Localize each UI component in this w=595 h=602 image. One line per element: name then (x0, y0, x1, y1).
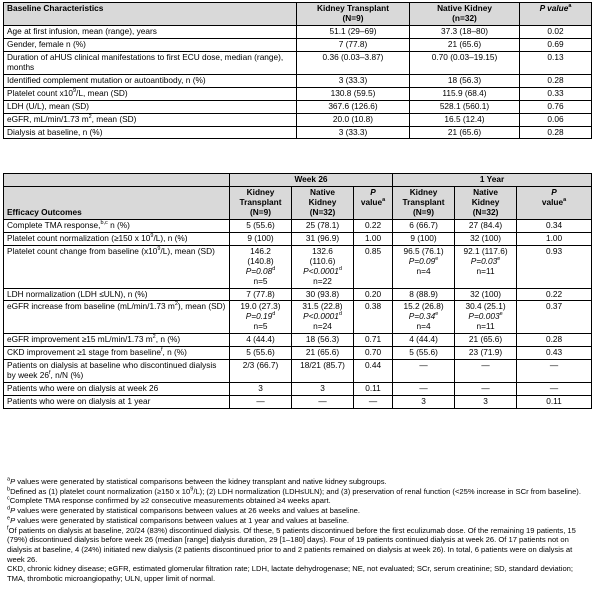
native-kidney-value: 0.70 (0.03–19.15) (410, 51, 520, 74)
footnote-marker: f (7, 525, 9, 532)
row-label-text: CKD improvement ≥1 stage from baseline (7, 347, 161, 358)
header-line: Kidney (308, 196, 337, 207)
native-kidney-value: 115.9 (68.4) (410, 87, 520, 100)
table-row (4, 232, 592, 245)
header-line (357, 198, 389, 208)
week26-p-value: 0.38 (354, 301, 393, 334)
cell-line: 132.6 (312, 245, 333, 256)
row-label-text: , n/N (%) (50, 370, 84, 381)
table-row (4, 74, 592, 87)
row-label (4, 113, 297, 126)
footnote-marker: b (7, 486, 11, 493)
table-row (4, 25, 592, 38)
week26-kidney-transplant-value: 9 (100) (230, 232, 292, 245)
group-header-1-year: 1 Year (393, 174, 592, 187)
year1-kidney-transplant-value: — (393, 383, 455, 396)
superscript: 9 (190, 486, 194, 493)
week26-p-value: — (354, 396, 393, 409)
table-row (4, 396, 592, 409)
cell-line: 31.5 (22.8) (302, 301, 343, 312)
p-comparison: P=0.08 (245, 265, 273, 276)
footnotes (7, 477, 589, 584)
year1-p-value: — (517, 383, 592, 396)
row-label (4, 25, 297, 38)
superscript: e (499, 311, 503, 318)
header-line-text: value (360, 196, 383, 207)
superscript: a (563, 197, 567, 204)
table-row (4, 38, 592, 51)
kidney-transplant-value: 3 (33.3) (297, 74, 410, 87)
row-label (4, 87, 297, 100)
year1-p-value: — (517, 360, 592, 383)
header-row (4, 3, 592, 26)
header-line: Native Kidney (437, 3, 492, 13)
p-value: 0.28 (520, 126, 592, 139)
row-label-text: Patients who were on dialysis at 1 year (7, 396, 151, 407)
cell-line: 146.2 (250, 245, 271, 256)
cell-line: 92.1 (117.6) (463, 245, 508, 256)
year1-kidney-transplant-value: 6 (66.7) (393, 219, 455, 232)
row-label-text: Platelet count change from baseline (x10 (7, 245, 158, 256)
p-value: 0.06 (520, 113, 592, 126)
footnote-d (7, 506, 589, 516)
year1-p-value: 0.28 (517, 334, 592, 347)
week26-kidney-transplant-value: 7 (77.8) (230, 288, 292, 301)
superscript: d (272, 265, 276, 272)
row-label-text: n (%) (107, 219, 130, 230)
p-comparison: P=0.003 (468, 311, 500, 322)
year1-native-kidney-value: 3 (455, 396, 517, 409)
cell-line: n=5 (253, 275, 268, 286)
year1-p-value: 0.22 (517, 288, 592, 301)
row-label (4, 100, 297, 113)
superscript: 2 (174, 301, 178, 308)
week26-kidney-transplant-value (230, 245, 292, 288)
row-label-text: eGFR, mL/min/1.73 m (7, 113, 89, 124)
superscript: a (568, 3, 572, 10)
superscript: f (48, 370, 51, 377)
row-label-text: Patients on dialysis at baseline who discontinued dialysis by week 26 (7, 360, 217, 381)
row-label-text: Platelet count normalization (≥150 x 10 (7, 232, 151, 243)
row-label (4, 301, 230, 334)
row-label-text: LDH (U/L), mean (SD) (7, 100, 90, 111)
footnote-f (7, 526, 589, 565)
row-label-text: , n (%) (162, 347, 187, 358)
row-label-text: Dialysis at baseline, n (%) (7, 126, 103, 137)
week26-kidney-transplant-value: — (230, 396, 292, 409)
year1-native-kidney-value (455, 301, 517, 334)
header-line: Transplant (402, 196, 445, 207)
row-label (4, 74, 297, 87)
p-symbol: P (10, 515, 16, 525)
blank-header-cell (4, 174, 230, 187)
header-line: (n=32) (452, 12, 477, 23)
row-label-text: /L, mean (SD) (76, 87, 128, 98)
week26-kidney-transplant-value: 5 (55.6) (230, 219, 292, 232)
p-comparison: P=0.19 (245, 311, 273, 322)
year1-p-value: 0.43 (517, 347, 592, 360)
superscript: d (338, 265, 342, 272)
table-row (4, 383, 592, 396)
header-line: (N=32) (309, 206, 336, 217)
header-line: Transplant (239, 196, 282, 207)
kidney-transplant-value: 367.6 (126.6) (297, 100, 410, 113)
row-label (4, 232, 230, 245)
table-row (4, 334, 592, 347)
column-header-kidney-transplant (230, 186, 292, 219)
group-header-row (4, 174, 592, 187)
table-row (4, 288, 592, 301)
year1-kidney-transplant-value: 5 (55.6) (393, 347, 455, 360)
superscript: e (435, 255, 439, 262)
row-label-text: Complete TMA response, (7, 219, 101, 230)
footnote-b (7, 487, 589, 497)
year1-kidney-transplant-value: 3 (393, 396, 455, 409)
kidney-transplant-value: 20.0 (10.8) (297, 113, 410, 126)
column-header-efficacy-outcomes (4, 186, 230, 219)
week26-native-kidney-value: 30 (93.8) (292, 288, 354, 301)
superscript: 9 (72, 87, 77, 94)
year1-native-kidney-value: — (455, 360, 517, 383)
week26-native-kidney-value: 3 (292, 383, 354, 396)
year1-native-kidney-value: 32 (100) (455, 288, 517, 301)
week26-native-kidney-value (292, 245, 354, 288)
header-line (520, 198, 588, 208)
week26-p-value: 0.44 (354, 360, 393, 383)
week26-native-kidney-value: 21 (65.6) (292, 347, 354, 360)
header-line: (N=9) (342, 12, 364, 23)
native-kidney-value: 528.1 (560.1) (410, 100, 520, 113)
row-label (4, 360, 230, 383)
row-label (4, 396, 230, 409)
superscript: 9 (150, 233, 154, 239)
header-line: (N=9) (250, 206, 271, 217)
column-header-p-value (517, 186, 592, 219)
row-label-text: Duration of aHUS clinical manifestations to first ECU dose, median (range), months (7, 51, 284, 72)
footnote-marker: e (7, 515, 11, 522)
footnote-c (7, 496, 589, 506)
week26-native-kidney-value: — (292, 396, 354, 409)
cell-line: n=24 (313, 321, 332, 332)
cell-line: 15.2 (26.8) (403, 301, 444, 312)
superscript: d (338, 311, 342, 318)
row-label (4, 51, 297, 74)
row-label-text: Gender, female n (%) (7, 38, 86, 49)
year1-native-kidney-value: 27 (84.4) (455, 219, 517, 232)
row-label (4, 38, 297, 51)
column-header-native-kidney (292, 186, 354, 219)
kidney-transplant-value: 0.36 (0.03–3.87) (297, 51, 410, 74)
cell-line: n=4 (416, 321, 431, 332)
week26-p-value: 0.85 (354, 245, 393, 288)
year1-kidney-transplant-value: — (393, 360, 455, 383)
column-header-p-value (354, 186, 393, 219)
native-kidney-value: 16.5 (12.4) (410, 113, 520, 126)
row-label-text: ), mean (SD) (177, 301, 226, 312)
header-line: Native (473, 186, 498, 197)
p-comparison: P=0.09 (408, 255, 436, 266)
cell-line: (110.6) (309, 255, 336, 266)
week26-p-value: 0.11 (354, 383, 393, 396)
native-kidney-value: 18 (56.3) (410, 74, 520, 87)
superscript: 2 (152, 334, 156, 341)
kidney-transplant-value: 130.8 (59.5) (297, 87, 410, 100)
week26-kidney-transplant-value: 2/3 (66.7) (230, 360, 292, 383)
cell-line: 30.4 (25.1) (465, 301, 506, 312)
footnote-text: Defined as (1) platelet count normalization (≥150 x 10 (10, 486, 191, 496)
footnote-text: values were generated by statistical comparisons between values at 1 year and values at baseline. (15, 515, 350, 525)
kidney-transplant-value: 3 (33.3) (297, 126, 410, 139)
column-header-kidney-transplant (393, 186, 455, 219)
kidney-transplant-value: 51.1 (29–69) (297, 25, 410, 38)
year1-native-kidney-value: 23 (71.9) (455, 347, 517, 360)
table-row (4, 87, 592, 100)
row-label-text: eGFR improvement ≥15 mL/min/1.73 m (7, 334, 153, 345)
row-label (4, 288, 230, 301)
row-label (4, 334, 230, 347)
row-label-text: Patients who were on dialysis at week 26 (7, 383, 159, 394)
row-label-text: eGFR increase from baseline (mL/min/1.73 m (7, 301, 175, 312)
table-row (4, 219, 592, 232)
year1-kidney-transplant-value: 9 (100) (393, 232, 455, 245)
row-label-text: /L), mean (SD) (160, 245, 215, 256)
week26-p-value: 0.20 (354, 288, 393, 301)
week26-kidney-transplant-value: 4 (44.4) (230, 334, 292, 347)
row-label-text: /L), n (%) (153, 232, 188, 243)
row-label-text: LDH normalization (LDH ≤ULN), n (%) (7, 288, 148, 299)
table-row (4, 360, 592, 383)
cell-line: n=4 (416, 265, 431, 276)
efficacy-table-body (4, 174, 592, 409)
week26-native-kidney-value (292, 301, 354, 334)
p-comparison: P=0.03 (470, 255, 498, 266)
header-line: Kidney Transplant (317, 3, 389, 13)
efficacy-outcomes-table (3, 173, 592, 409)
footnote-text: Complete TMA response confirmed by ≥2 consecutive measurements obtained ≥4 weeks apart. (9, 496, 331, 506)
week26-native-kidney-value: 18 (56.3) (292, 334, 354, 347)
baseline-table-body (4, 3, 592, 139)
row-label (4, 347, 230, 360)
row-label (4, 219, 230, 232)
cell-line: n=11 (476, 321, 495, 332)
year1-p-value: 0.34 (517, 219, 592, 232)
row-label (4, 126, 297, 139)
header-line-text: value (541, 196, 564, 207)
p-value: 0.69 (520, 38, 592, 51)
p-value: 0.28 (520, 74, 592, 87)
year1-kidney-transplant-value (393, 245, 455, 288)
header-line: P (551, 186, 557, 197)
header-line: Kidney (409, 186, 438, 197)
week26-p-value: 1.00 (354, 232, 393, 245)
table-row (4, 301, 592, 334)
year1-kidney-transplant-value (393, 301, 455, 334)
cell-line: n=11 (476, 265, 495, 276)
footnote-a (7, 477, 589, 487)
row-label-text: , n (%) (155, 334, 181, 345)
column-header-characteristic: Baseline Characteristics (4, 3, 297, 26)
header-line: Efficacy Outcomes (7, 206, 82, 217)
header-line: P value (539, 3, 569, 13)
header-line: (N=9) (413, 206, 435, 217)
footnote-marker: a (7, 476, 11, 483)
footnote-marker: d (7, 505, 11, 512)
header-line: Kidney (471, 196, 500, 207)
footnote-text: /L); (2) LDH normalization (LDH≤ULN); and (3) preservation of renal function (<25% increase in SCr from baseline). (193, 486, 581, 496)
column-header-native-kidney (410, 3, 520, 26)
p-comparison: P<0.0001 (303, 311, 339, 322)
p-value: 0.33 (520, 87, 592, 100)
year1-native-kidney-value (455, 245, 517, 288)
year1-native-kidney-value: 32 (100) (455, 232, 517, 245)
header-line: P (370, 186, 376, 197)
year1-p-value: 1.00 (517, 232, 592, 245)
header-line: Native (310, 186, 335, 197)
superscript: d (272, 311, 276, 318)
cell-line: n=5 (253, 321, 268, 332)
superscript: b,c (100, 220, 108, 227)
header-line: (N=32) (472, 206, 499, 217)
year1-kidney-transplant-value: 8 (88.9) (393, 288, 455, 301)
week26-native-kidney-value: 31 (96.9) (292, 232, 354, 245)
column-header-kidney-transplant (297, 3, 410, 26)
superscript: f (160, 347, 163, 354)
group-header-week-26: Week 26 (230, 174, 393, 187)
table-row (4, 347, 592, 360)
superscript: 2 (88, 113, 92, 120)
cell-line: (140.8) (247, 255, 274, 266)
superscript: 9 (157, 245, 161, 252)
native-kidney-value: 21 (65.6) (410, 126, 520, 139)
footnote-text: values were generated by statistical comparisons between values at 26 weeks and values at baseline. (15, 506, 361, 516)
table-row (4, 51, 592, 74)
row-label-text: , mean (SD) (91, 113, 137, 124)
year1-kidney-transplant-value: 4 (44.4) (393, 334, 455, 347)
row-label (4, 383, 230, 396)
week26-kidney-transplant-value: 5 (55.6) (230, 347, 292, 360)
footnote-marker: c (7, 495, 10, 502)
p-comparison: P=0.34 (408, 311, 436, 322)
table-row (4, 113, 592, 126)
week26-kidney-transplant-value (230, 301, 292, 334)
cell-line: n=22 (313, 275, 332, 286)
week26-kidney-transplant-value: 3 (230, 383, 292, 396)
p-symbol: P (10, 477, 16, 486)
week26-p-value: 0.22 (354, 219, 393, 232)
native-kidney-value: 37.3 (18–80) (410, 25, 520, 38)
p-value: 0.13 (520, 51, 592, 74)
kidney-transplant-value: 7 (77.8) (297, 38, 410, 51)
superscript: a (382, 197, 386, 204)
year1-p-value: 0.37 (517, 301, 592, 334)
row-label-text: Platelet count x10 (7, 87, 73, 98)
header-line: Kidney (246, 186, 275, 197)
p-symbol: P (10, 506, 16, 516)
superscript: e (497, 255, 501, 262)
cell-line: 96.5 (76.1) (403, 245, 444, 256)
year1-p-value: 0.93 (517, 245, 592, 288)
footnote-abbreviations: CKD, chronic kidney disease; eGFR, estimated glomerular filtration rate; LDH, lactate dehydrogenase; NE, not evaluated; SCr, serum creatinine; SD, standard deviation; TMA, thrombotic microangiopathy; ULN, upper limit of normal. (7, 564, 574, 584)
footnote-text: Of patients on dialysis at baseline, 20/24 (83%) discontinued dialysis. Of these, 5 patients discontinued before the first eculizumab dose. Of the remaining 19 patients, 15 (79%) discontinued dialysis before week 26 (median [range] dialysis duration, 29 [1–180] days). Four of 19 patients continued dialysis at week 26. Of 17 patients not on dialysis at baseline, 4 (24%) initiated new dialysis (2 patients discontinued prior to and 2 patients remained on dialysis at week 26). In total, 6 patients were on dialysis at week 26. (7, 525, 576, 564)
table-row (4, 100, 592, 113)
p-value: 0.76 (520, 100, 592, 113)
native-kidney-value: 21 (65.6) (410, 38, 520, 51)
column-header-native-kidney (455, 186, 517, 219)
table-row (4, 126, 592, 139)
p-value: 0.02 (520, 25, 592, 38)
column-header-p-value (520, 3, 592, 26)
footnote-text: values were generated by statistical comparisons between the kidney transplant and native kidney subgroups. (15, 477, 387, 486)
row-label (4, 245, 230, 288)
week26-p-value: 0.71 (354, 334, 393, 347)
table-row (4, 245, 592, 288)
p-comparison: P<0.0001 (303, 265, 339, 276)
row-label-text: Identified complement mutation or autoantibody, n (%) (7, 74, 206, 85)
subheader-row (4, 186, 592, 219)
year1-native-kidney-value: — (455, 383, 517, 396)
year1-p-value: 0.11 (517, 396, 592, 409)
year1-native-kidney-value: 21 (65.6) (455, 334, 517, 347)
week26-native-kidney-value: 18/21 (85.7) (292, 360, 354, 383)
baseline-characteristics-table (3, 2, 592, 139)
row-label-text: Age at first infusion, mean (range), years (7, 25, 157, 36)
footnote-e (7, 516, 589, 526)
cell-line: 19.0 (27.3) (240, 301, 281, 312)
week26-native-kidney-value: 25 (78.1) (292, 219, 354, 232)
week26-p-value: 0.70 (354, 347, 393, 360)
superscript: e (435, 311, 439, 318)
